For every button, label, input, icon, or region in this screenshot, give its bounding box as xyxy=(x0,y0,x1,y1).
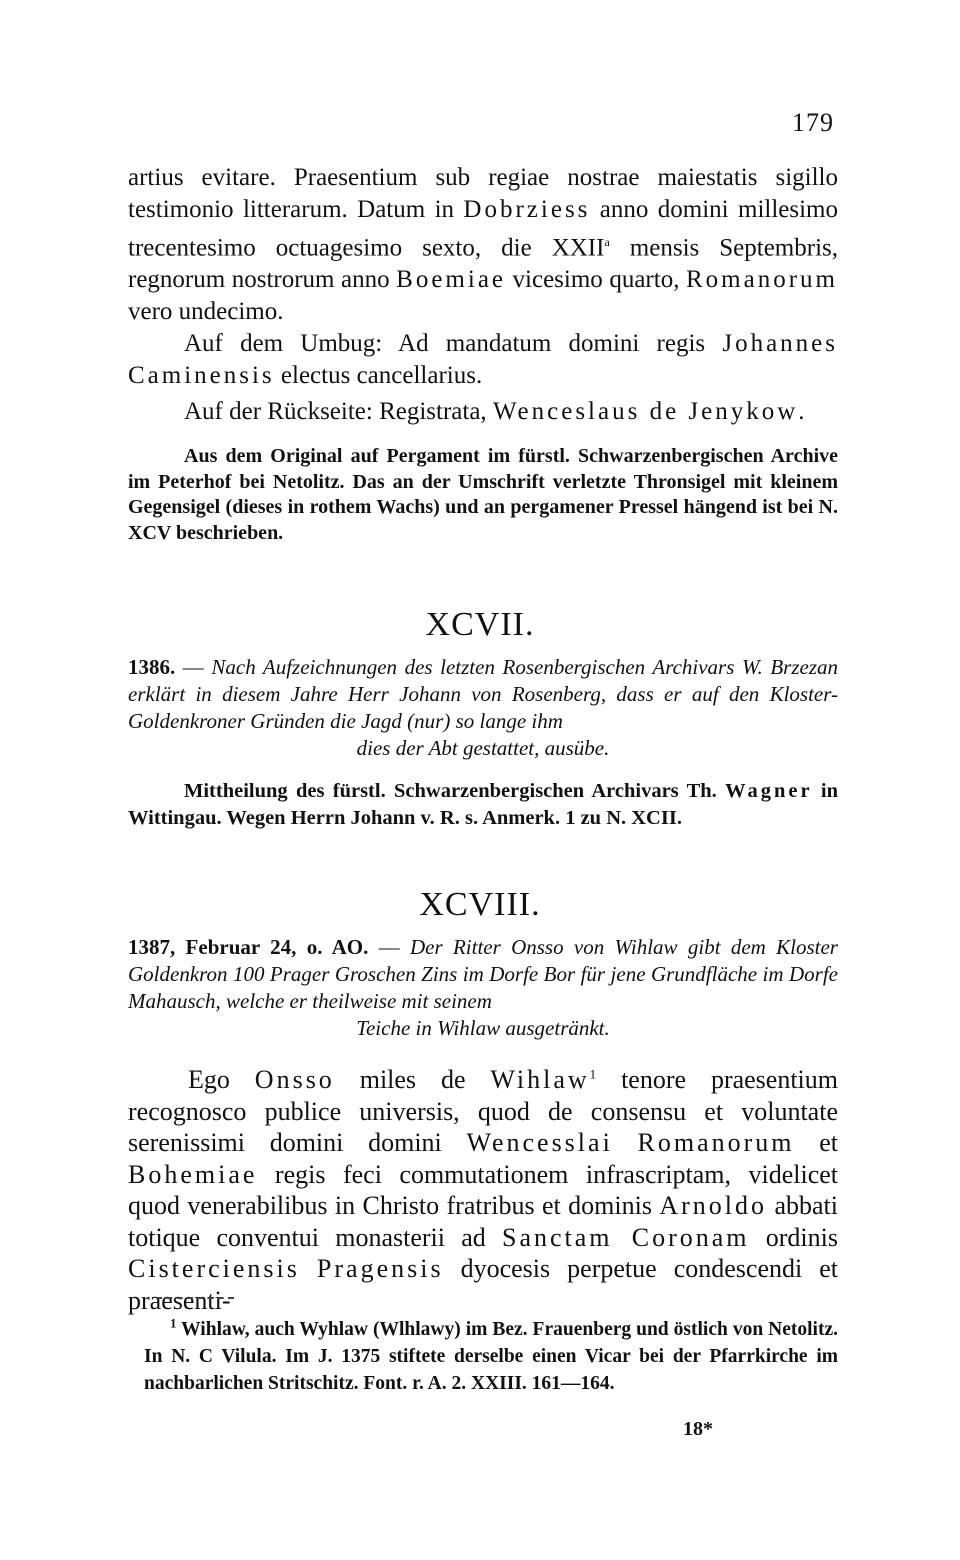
footnote-separator xyxy=(156,1297,234,1299)
regest-date: 1386. xyxy=(128,655,176,679)
regest-97: 1386. — Nach Aufzeichnungen des letzten Rosenbergischen Archivars W. Brzezan erklärt in diesem Jahre Herr Johann von Rosenberg, dass er auf den Kloster-Goldenkroner Gründen die Jagd (nur) so lange ihm dies der Abt gestattet, ausübe. xyxy=(128,655,839,760)
doc-number-97: XCVII. xyxy=(425,606,535,643)
paragraph-datum: artius evitare. Praesentium sub regiae nostrae maiestatis sigillo testimonio litterarum. Datum in Dobrziess anno domini millesimo trecentesimo octuagesimo sexto, die XXII$^a$ mensis Septembris, regnorum nostrorum anno Boemiae vicesimo quarto, Romanorum vero undecimo. xyxy=(128,164,838,326)
doc-number-98: XCVIII. xyxy=(419,886,541,923)
charter-ending xyxy=(128,162,838,428)
paragraph-umbug: Auf dem Umbug: Ad mandatum domini regis Johannes Caminensis electus cancellarius. xyxy=(128,330,838,390)
footnote-mark: 1 xyxy=(170,1315,177,1331)
charter-text-98: Ego Onsso miles de Wihlaw$^1$ tenore praesentium recognosco publice universis, quod de consensu et voluntate serenissimi domini domini Wencesslai Romanorum et Bohemiae regis feci commutationem infrascriptam, videlicet quod venerabilibus in Christo fratribus et dominis Arnoldo abbati totique conventui monasterii ad Sanctam Coronam ordinis Cisterciensis Pragensis dyocesis perpetue condescendi et praesenti- xyxy=(128,1065,839,1315)
superscript: a xyxy=(604,235,610,249)
page-number: 179 xyxy=(792,108,834,137)
sheet-signature: 18* xyxy=(683,1418,713,1440)
footnote-reference: 1 xyxy=(589,1066,597,1082)
source-note: Aus dem Original auf Pergament im fürstl. Schwarzenbergischen Archive im Peterhof bei Netolitz. Das an der Umschrift verletzte Thronsigel mit kleinem Gegensigel (dieses in rothem Wachs) und an pergamener Pressel hängend ist bei N. XCV beschrieben. xyxy=(128,445,838,544)
place-name: Dobrziess xyxy=(463,196,591,223)
source-97: Mittheilung des fürstl. Schwarzenbergischen Archivars Th. Wagner in Wittingau. Wegen Herrn Johann v. R. s. Anmerk. 1 zu N. XCII. xyxy=(128,780,839,829)
regest-98: 1387, Februar 24, o. AO. — Der Ritter Onsso von Wihlaw gibt dem Kloster Goldenkron 100 Prager Groschen Zins im Dorfe Bor für jene Grundfläche im Dorfe Mahausch, welche er theilweise mit seinem Teiche in Wihlaw ausgetränkt. xyxy=(128,935,838,1040)
paragraph-rueckseite: Auf der Rückseite: Registrata, Wenceslaus de Jenykow. xyxy=(184,398,805,426)
footnote: $^1$ Wihlaw, auch Wyhlaw (Wlhlawy) im Bez. Frauenberg und östlich von Netolitz. In N. C Vilula. Im J. 1375 stiftete derselbe einen Vicar bei der Pfarrkirche im nachbarlichen Stritschitz. Font. r. A. 2. XXIII. 161—164. xyxy=(144,1315,838,1394)
regest-date: 1387, Februar 24, o. AO. xyxy=(128,935,369,959)
